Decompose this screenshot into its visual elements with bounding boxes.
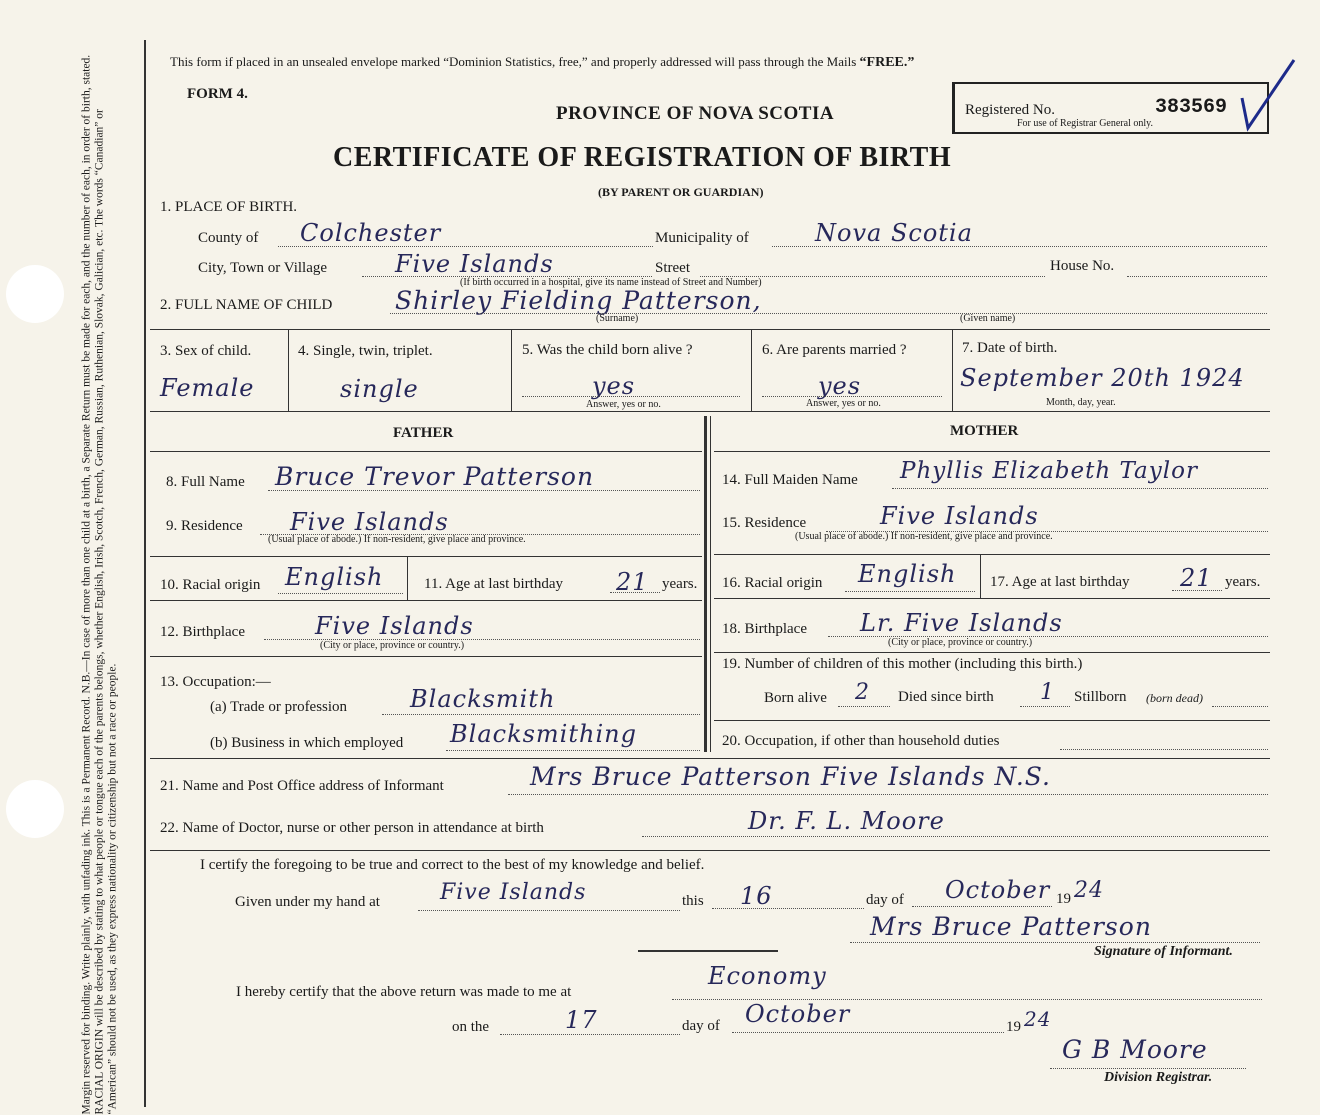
- label-born-dead: (born dead): [1146, 691, 1203, 705]
- label-street: Street: [655, 260, 690, 276]
- label-mother-age: 17. Age at last birthday: [990, 574, 1130, 590]
- label-father-name: 8. Full Name: [166, 474, 245, 490]
- label-year-prefix-2: 19: [1006, 1019, 1021, 1035]
- label-division-registrar: Division Registrar.: [1104, 1070, 1213, 1085]
- label-died-since: Died since birth: [898, 689, 994, 705]
- certificate-subtitle: (BY PARENT OR GUARDIAN): [598, 185, 764, 199]
- label-mother-residence: 15. Residence: [722, 515, 807, 531]
- label-on-the: on the: [452, 1019, 490, 1035]
- label-mother-racial: 16. Racial origin: [722, 575, 823, 591]
- value-father-birthplace: Five Islands: [315, 612, 474, 640]
- value-given-at: Five Islands: [440, 880, 587, 905]
- value-father-age: 21: [616, 568, 649, 596]
- label-informant: 21. Name and Post Office address of Informant: [160, 778, 444, 794]
- label-stillborn: Stillborn: [1074, 689, 1127, 705]
- value-born-alive: yes: [592, 372, 636, 400]
- label-county: County of: [198, 230, 259, 246]
- note-answer-6: Answer, yes or no.: [806, 398, 881, 409]
- note-father-abode: (Usual place of abode.) If non-resident, give place and province.: [268, 534, 526, 545]
- label-born-alive-count: Born alive: [764, 690, 827, 706]
- value-county: Colchester: [300, 219, 442, 247]
- binding-hole-bottom: [6, 780, 64, 838]
- province-title: PROVINCE OF NOVA SCOTIA: [556, 103, 835, 124]
- label-date-of-birth: 7. Date of birth.: [962, 340, 1058, 356]
- hospital-note: (If birth occurred in a hospital, give its name instead of Street and Number): [460, 277, 762, 288]
- label-father-birthplace: 12. Birthplace: [160, 624, 245, 640]
- label-born-alive: 5. Was the child born alive ?: [522, 342, 693, 358]
- note-mother-abode: (Usual place of abode.) If non-resident, give place and province.: [795, 531, 1053, 542]
- label-place-of-birth: 1. PLACE OF BIRTH.: [160, 199, 298, 215]
- label-signature-informant: Signature of Informant.: [1094, 944, 1233, 959]
- value-on-month: October: [745, 1000, 851, 1028]
- value-father-name: Bruce Trevor Patterson: [275, 462, 595, 491]
- value-given-year: 24: [1074, 878, 1104, 903]
- label-child-name: 2. FULL NAME OF CHILD: [160, 297, 333, 313]
- label-year-prefix: 19: [1056, 891, 1071, 907]
- label-mother-occupation: 20. Occupation, if other than household duties: [722, 733, 1000, 749]
- value-mother-age: 21: [1180, 564, 1213, 592]
- note-answer-5: Answer, yes or no.: [586, 399, 661, 410]
- value-father-racial: English: [285, 563, 384, 591]
- label-parents-married: 6. Are parents married ?: [762, 342, 907, 358]
- value-municipality: Nova Scotia: [815, 219, 973, 247]
- label-mother-children: 19. Number of children of this mother (including this birth.): [722, 656, 1083, 672]
- value-father-residence: Five Islands: [290, 508, 449, 536]
- label-day-of: day of: [866, 892, 904, 908]
- value-sex: Female: [160, 374, 255, 402]
- label-father-residence: 9. Residence: [166, 518, 243, 534]
- label-house-no: House No.: [1050, 258, 1115, 274]
- label-father-occupation: 13. Occupation:—: [160, 674, 271, 690]
- certify-statement: I certify the foregoing to be true and correct to the best of my knowledge and belief.: [200, 857, 705, 873]
- value-date-of-birth: September 20th 1924: [960, 364, 1245, 392]
- margin-line: [144, 40, 146, 1107]
- label-father-racial: 10. Racial origin: [160, 577, 261, 593]
- label-given-hand: Given under my hand at: [235, 894, 380, 910]
- form-number: FORM 4.: [187, 86, 248, 102]
- note-father-city: (City or place, province or country.): [320, 640, 465, 651]
- label-mother-birthplace: 18. Birthplace: [722, 621, 807, 637]
- label-mother-name: 14. Full Maiden Name: [722, 472, 858, 488]
- value-informant: Mrs Bruce Patterson Five Islands N.S.: [530, 762, 1051, 791]
- value-parents-married: yes: [818, 372, 862, 400]
- value-died-since: 1: [1040, 680, 1055, 705]
- value-born-alive-count: 2: [855, 680, 870, 705]
- value-returned-at: Economy: [708, 962, 827, 990]
- label-doctor: 22. Name of Doctor, nurse or other person in attendance at birth: [160, 820, 544, 836]
- registered-box: [952, 82, 1269, 134]
- value-given-day: 16: [740, 882, 773, 910]
- sidebar-instructions: Margin reserved for binding. Write plainly, with unfading ink. This is a Permanent Record. N.B.—In case of more than one child at a birth, a Separate Return must be made for each, and the number of each, in order of birth, stated. RACIAL ORIGIN will be described by stating to what people or tongue each of the parents belongs, whether English, Irish, Scotch, French, German, Russian, Ruthenian, Slovak, Galician, etc. The words “Canadian” or “American” should not be used, as they express nationality or citizenship but not a race or people.: [80, 54, 119, 1115]
- label-municipality: Municipality of: [655, 230, 749, 246]
- certificate-title: CERTIFICATE OF REGISTRATION OF BIRTH: [333, 142, 952, 173]
- label-father-business: (b) Business in which employed: [210, 735, 404, 751]
- binding-hole-top: [6, 265, 64, 323]
- value-father-trade: Blacksmith: [410, 685, 556, 713]
- value-father-business: Blacksmithing: [450, 720, 637, 748]
- value-on-year: 24: [1024, 1007, 1052, 1031]
- value-given-month: October: [945, 876, 1051, 904]
- value-mother-racial: English: [858, 560, 957, 588]
- label-single: 4. Single, twin, triplet.: [298, 343, 433, 359]
- value-single: single: [340, 375, 419, 403]
- value-mother-name: Phyllis Elizabeth Taylor: [900, 458, 1198, 484]
- value-doctor: Dr. F. L. Moore: [748, 807, 945, 835]
- registrar-note: For use of Registrar General only.: [1017, 118, 1153, 129]
- label-city: City, Town or Village: [198, 260, 328, 276]
- value-on-day: 17: [565, 1006, 598, 1034]
- label-sex: 3. Sex of child.: [160, 343, 252, 359]
- label-surname: (Surname): [596, 313, 639, 324]
- value-registrar-signature: G B Moore: [1062, 1035, 1208, 1064]
- value-city: Five Islands: [395, 250, 554, 278]
- note-month-day-year: Month, day, year.: [1046, 397, 1116, 408]
- value-mother-residence: Five Islands: [880, 502, 1039, 530]
- value-informant-signature: Mrs Bruce Patterson: [870, 912, 1152, 941]
- label-father-trade: (a) Trade or profession: [210, 699, 348, 715]
- value-child-name: Shirley Fielding Patterson,: [395, 286, 762, 315]
- label-mother-years: years.: [1225, 574, 1261, 590]
- registered-label: Registered No.: [965, 102, 1055, 118]
- mother-heading: MOTHER: [950, 423, 1019, 439]
- registered-number: 383569: [1155, 96, 1228, 119]
- check-mark-icon: [1238, 58, 1298, 134]
- mail-notice: This form if placed in an unsealed envelope marked “Dominion Statistics, free,” and properly addressed will pass through the Mails “FREE.”: [170, 54, 915, 70]
- note-mother-city: (City or place, province or country.): [888, 637, 1033, 648]
- label-father-age: 11. Age at last birthday: [424, 576, 563, 592]
- value-mother-birthplace: Lr. Five Islands: [860, 609, 1063, 637]
- label-father-years: years.: [662, 576, 698, 592]
- label-given-name: (Given name): [960, 313, 1016, 324]
- label-day-of-2: day of: [682, 1018, 720, 1034]
- label-hereby: I hereby certify that the above return was made to me at: [236, 984, 572, 1000]
- label-this: this: [682, 893, 704, 909]
- father-heading: FATHER: [393, 425, 454, 441]
